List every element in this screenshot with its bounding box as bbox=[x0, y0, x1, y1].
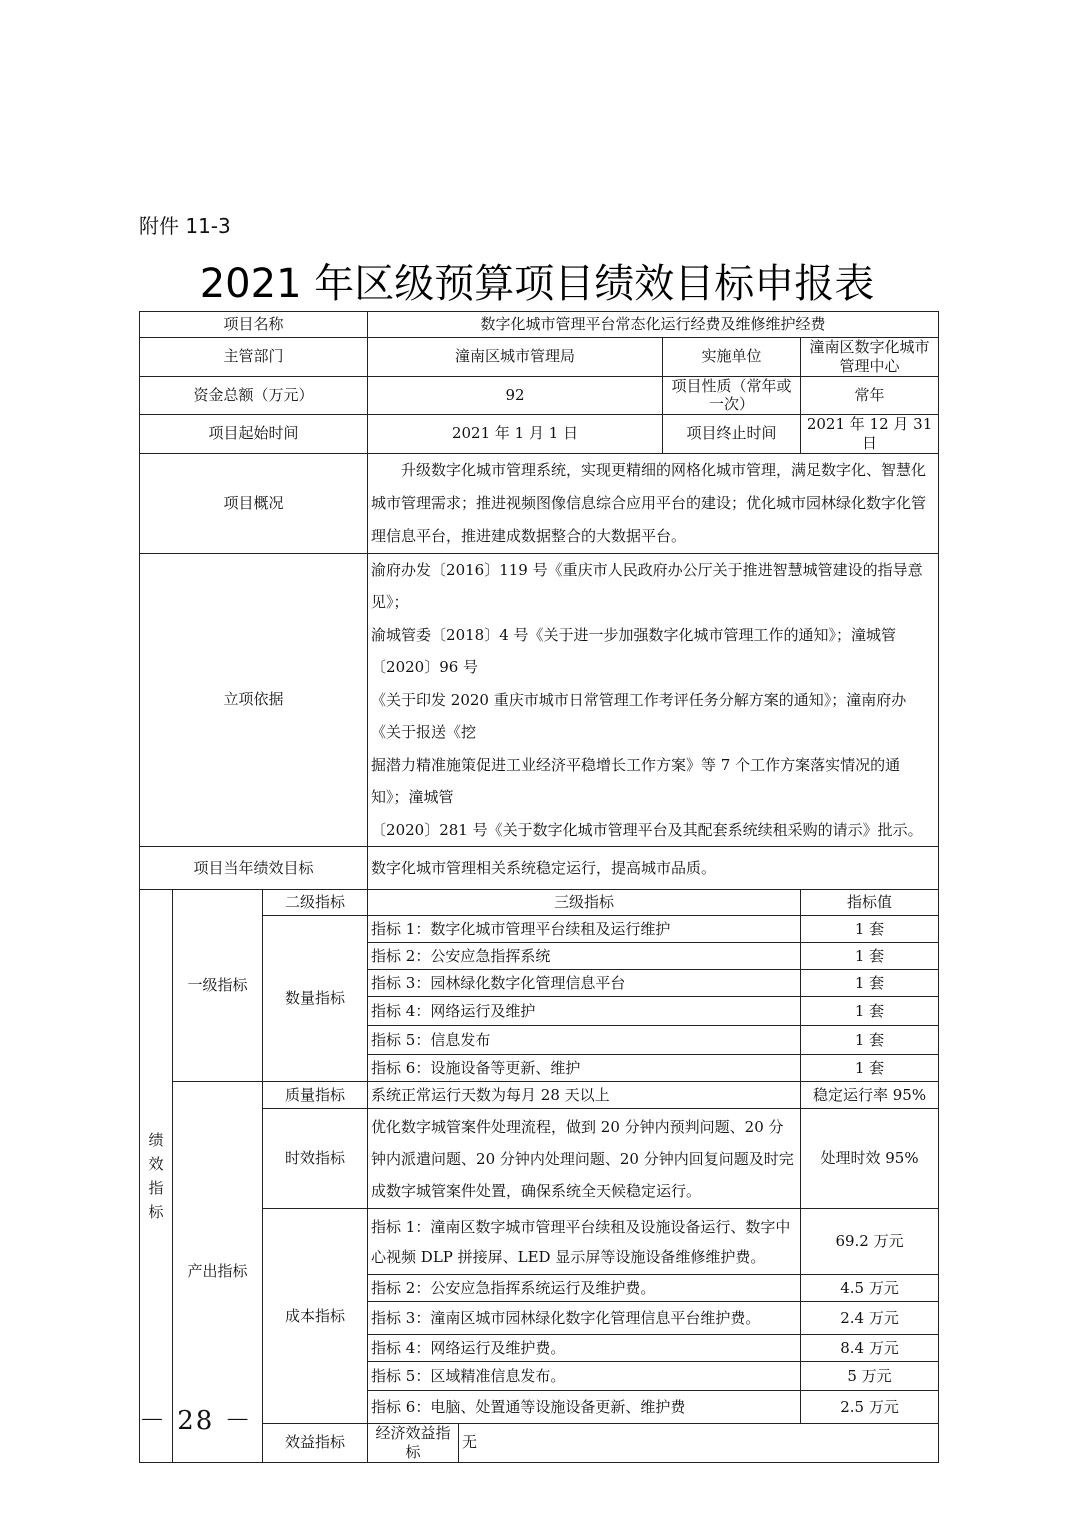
cost-indicator: 指标 5：区域精准信息发布。 bbox=[368, 1362, 801, 1391]
performance-target-form bbox=[139, 311, 939, 1463]
quantity-indicator: 指标 5：信息发布 bbox=[368, 1026, 801, 1055]
label-nature: 项目性质（常年或一次） bbox=[663, 376, 801, 415]
row-project-name bbox=[140, 312, 939, 338]
perf-char: 标 bbox=[148, 1202, 164, 1221]
value-project-name: 数字化城市管理平台常态化运行经费及维修维护经费 bbox=[368, 312, 939, 338]
attachment-label: 附件 11-3 bbox=[139, 214, 231, 238]
quantity-indicator: 指标 4：网络运行及维护 bbox=[368, 997, 801, 1026]
row-time bbox=[140, 415, 939, 454]
overview-text: 升级数字化城市管理系统，实现更精细的网格化城市管理，满足数字化、智慧化城市管理需求；推进视频图像信息综合应用平台的建设；优化城市园林绿化数字化管理信息平台，推进建成数据整合的大数据平台。 bbox=[371, 460, 927, 545]
value-nature: 常年 bbox=[801, 376, 939, 415]
quantity-indicator: 指标 1：数字化城市管理平台续租及运行维护 bbox=[368, 916, 801, 943]
quantity-indicator: 指标 3：园林绿化数字化管理信息平台 bbox=[368, 970, 801, 997]
label-timeliness: 时效指标 bbox=[263, 1109, 368, 1209]
quality-value: 稳定运行率 95% bbox=[801, 1082, 939, 1109]
label-basis: 立项依据 bbox=[140, 553, 368, 847]
row-overview bbox=[140, 453, 939, 553]
quantity-value: 1 套 bbox=[801, 916, 939, 943]
label-department: 主管部门 bbox=[140, 338, 368, 377]
timeliness-indicator: 优化数字城管案件处理流程，做到 20 分钟内预判问题、20 分钟内派遣问题、20 分钟内处理问题、20 分钟内回复问题及时完成数字城管案件处置，确保系统全天候稳定运行。 bbox=[368, 1109, 801, 1209]
value-overview bbox=[368, 453, 939, 553]
row-basis bbox=[140, 553, 939, 847]
header-indicator-value: 指标值 bbox=[801, 890, 939, 916]
quality-indicator: 系统正常运行天数为每月 28 天以上 bbox=[368, 1082, 801, 1109]
perf-char: 指 bbox=[148, 1178, 164, 1197]
cost-value: 4.5 万元 bbox=[801, 1275, 939, 1302]
basis-line: 《关于印发 2020 重庆市城市日常管理工作考评任务分解方案的通知》；潼南府办《关于报送《挖 bbox=[371, 690, 907, 741]
label-cost: 成本指标 bbox=[263, 1209, 368, 1424]
cost-indicator: 指标 1：潼南区数字城市管理平台续租及设施设备运行、数字中心视频 DLP 拼接屏、LED 显示屏等设施设备维修维护费。 bbox=[368, 1209, 801, 1275]
header-level3: 三级指标 bbox=[368, 890, 801, 916]
value-basis bbox=[368, 553, 939, 847]
quantity-value: 1 套 bbox=[801, 970, 939, 997]
quantity-value: 1 套 bbox=[801, 943, 939, 970]
label-output-indicator: 产出指标 bbox=[173, 1082, 263, 1463]
label-start-time: 项目起始时间 bbox=[140, 415, 368, 454]
timeliness-value: 处理时效 95% bbox=[801, 1109, 939, 1209]
label-performance-indicators bbox=[140, 890, 173, 1463]
label-benefit-indicator: 效益指标 bbox=[263, 1424, 368, 1463]
label-implementer: 实施单位 bbox=[663, 338, 801, 377]
basis-line: 渝城管委〔2018〕4 号《关于进一步加强数字化城市管理工作的通知》；潼城管〔2020〕96 号 bbox=[371, 625, 897, 676]
quantity-value: 1 套 bbox=[801, 1026, 939, 1055]
page-number: － 28 － bbox=[139, 1406, 253, 1436]
value-implementer: 潼南区数字化城市管理中心 bbox=[801, 338, 939, 377]
page-title: 2021 年区级预算项目绩效目标申报表 bbox=[199, 261, 875, 307]
quantity-value: 1 套 bbox=[801, 997, 939, 1026]
quantity-indicator: 指标 2：公安应急指挥系统 bbox=[368, 943, 801, 970]
row-annual-goal bbox=[140, 847, 939, 890]
cost-value: 5 万元 bbox=[801, 1362, 939, 1391]
perf-char: 绩 bbox=[148, 1130, 164, 1149]
cost-value: 2.4 万元 bbox=[801, 1302, 939, 1335]
value-annual-goal: 数字化城市管理相关系统稳定运行，提高城市品质。 bbox=[368, 847, 939, 890]
label-level1: 一级指标 bbox=[173, 890, 263, 1082]
label-end-time: 项目终止时间 bbox=[663, 415, 801, 454]
value-funds: 92 bbox=[368, 376, 663, 415]
row-funds bbox=[140, 376, 939, 415]
perf-char: 效 bbox=[148, 1154, 164, 1173]
cost-indicator: 指标 4：网络运行及维护费。 bbox=[368, 1335, 801, 1362]
value-start-time: 2021 年 1 月 1 日 bbox=[368, 415, 663, 454]
label-project-name: 项目名称 bbox=[140, 312, 368, 338]
cost-indicator: 指标 3：潼南区城市园林绿化数字化管理信息平台维护费。 bbox=[368, 1302, 801, 1335]
cost-value: 8.4 万元 bbox=[801, 1335, 939, 1362]
header-level2: 二级指标 bbox=[263, 890, 368, 916]
cost-value: 69.2 万元 bbox=[801, 1209, 939, 1275]
basis-line: 渝府办发〔2016〕119 号《重庆市人民政府办公厅关于推进智慧城管建设的指导意见》； bbox=[371, 560, 923, 611]
row-indicator-header bbox=[140, 890, 939, 916]
label-overview: 项目概况 bbox=[140, 453, 368, 553]
cost-value: 2.5 万元 bbox=[801, 1391, 939, 1424]
table-row bbox=[140, 1082, 939, 1109]
cost-indicator: 指标 6：电脑、处置通等设施设备更新、维护费 bbox=[368, 1391, 801, 1424]
economic-indicator: 无 bbox=[459, 1424, 939, 1463]
cost-indicator: 指标 2：公安应急指挥系统运行及维护费。 bbox=[368, 1275, 801, 1302]
label-economic: 经济效益指标 bbox=[368, 1424, 459, 1463]
label-annual-goal: 项目当年绩效目标 bbox=[140, 847, 368, 890]
row-department bbox=[140, 338, 939, 377]
label-funds: 资金总额（万元） bbox=[140, 376, 368, 415]
basis-line: 掘潜力精准施策促进工业经济平稳增长工作方案》等 7 个工作方案落实情况的通知》；潼城管 bbox=[371, 755, 901, 806]
label-quality: 质量指标 bbox=[263, 1082, 368, 1109]
basis-line: 〔2020〕281 号《关于数字化城市管理平台及其配套系统续租采购的请示》批示。 bbox=[371, 820, 923, 839]
label-quantity: 数量指标 bbox=[263, 916, 368, 1082]
quantity-value: 1 套 bbox=[801, 1055, 939, 1082]
value-end-time: 2021 年 12 月 31 日 bbox=[801, 415, 939, 454]
value-department: 潼南区城市管理局 bbox=[368, 338, 663, 377]
quantity-indicator: 指标 6：设施设备等更新、维护 bbox=[368, 1055, 801, 1082]
